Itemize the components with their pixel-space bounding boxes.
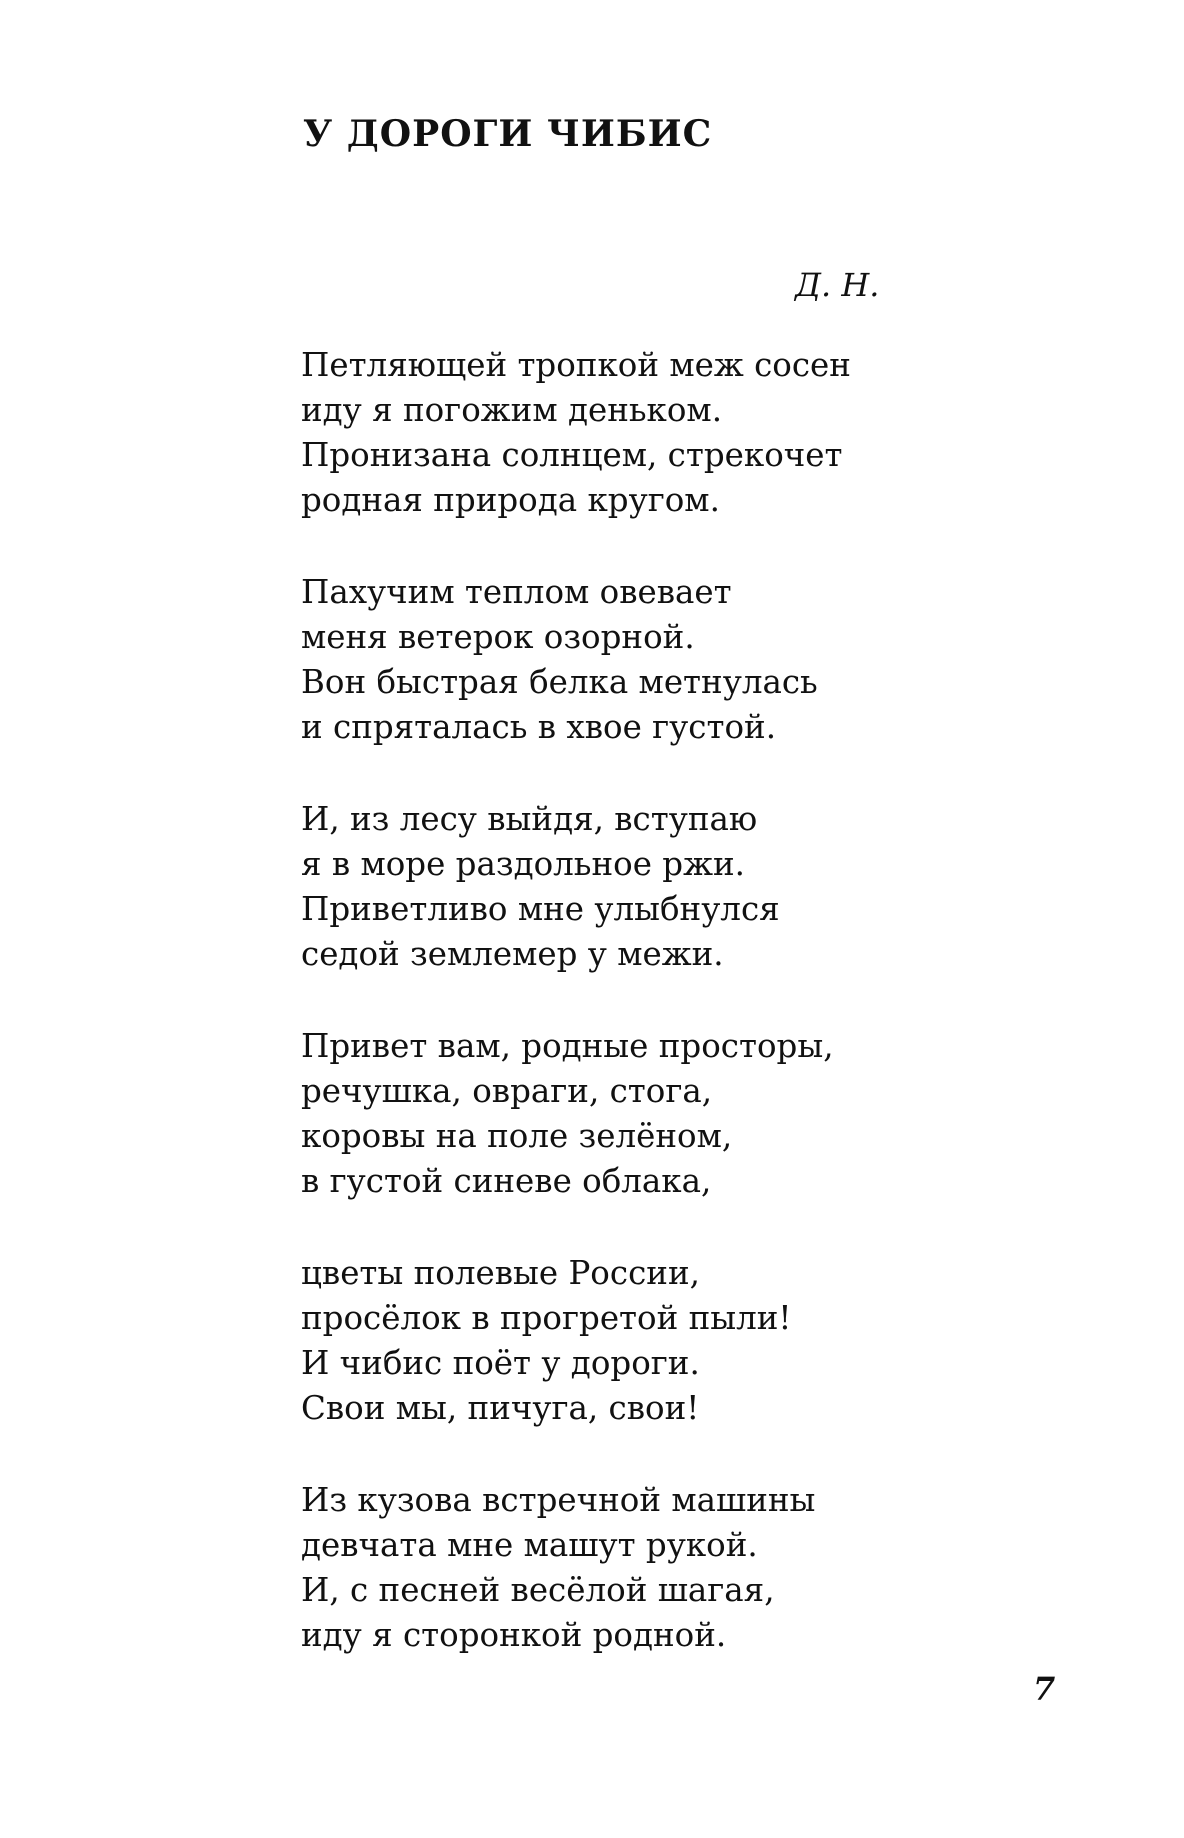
poem-title: У ДОРОГИ ЧИБИС bbox=[303, 113, 713, 155]
poem-line: просёлок в прогретой пыли! bbox=[301, 1299, 792, 1337]
poem-line: Привет вам, родные просторы, bbox=[301, 1027, 834, 1065]
stanza-5 bbox=[301, 1251, 1101, 1431]
stanza-6 bbox=[301, 1478, 1101, 1658]
poem-line: девчата мне машут рукой. bbox=[301, 1526, 758, 1564]
poem-line: Приветливо мне улыбнулся bbox=[301, 890, 780, 928]
poem-dedication: Д. Н. bbox=[795, 266, 880, 304]
poem-line: Пахучим теплом овевает bbox=[301, 573, 732, 611]
poem-line: И чибис поёт у дороги. bbox=[301, 1344, 700, 1382]
stanza-1 bbox=[301, 343, 1101, 523]
stanza-3 bbox=[301, 797, 1101, 977]
poem-line: коровы на поле зелёном, bbox=[301, 1117, 733, 1155]
poem-line: Свои мы, пичуга, свои! bbox=[301, 1389, 700, 1427]
poem-line: родная природа кругом. bbox=[301, 481, 720, 519]
poem-line: иду я погожим деньком. bbox=[301, 391, 723, 429]
poem-line: Пронизана солнцем, стрекочет bbox=[301, 436, 843, 474]
poem-line: и спряталась в хвое густой. bbox=[301, 708, 777, 746]
poem-line: И, с песней весёлой шагая, bbox=[301, 1571, 775, 1609]
poem-line: И, из лесу выйдя, вступаю bbox=[301, 800, 758, 838]
poem-line: Из кузова встречной машины bbox=[301, 1481, 816, 1519]
poem-line: Петляющей тропкой меж сосен bbox=[301, 346, 851, 384]
poem-body bbox=[301, 343, 1101, 1705]
poem-line: иду я сторонкой родной. bbox=[301, 1616, 727, 1654]
poem-line: в густой синеве облака, bbox=[301, 1162, 712, 1200]
page-number: 7 bbox=[1033, 1670, 1056, 1708]
poem-line: Вон быстрая белка метнулась bbox=[301, 663, 818, 701]
poem-line: седой землемер у межи. bbox=[301, 935, 724, 973]
poem-line: цветы полевые России, bbox=[301, 1254, 700, 1292]
stanza-4 bbox=[301, 1024, 1101, 1204]
poem-line: речушка, овраги, стога, bbox=[301, 1072, 713, 1110]
stanza-2 bbox=[301, 570, 1101, 750]
poem-line: меня ветерок озорной. bbox=[301, 618, 695, 656]
poem-line: я в море раздольное ржи. bbox=[301, 845, 745, 883]
